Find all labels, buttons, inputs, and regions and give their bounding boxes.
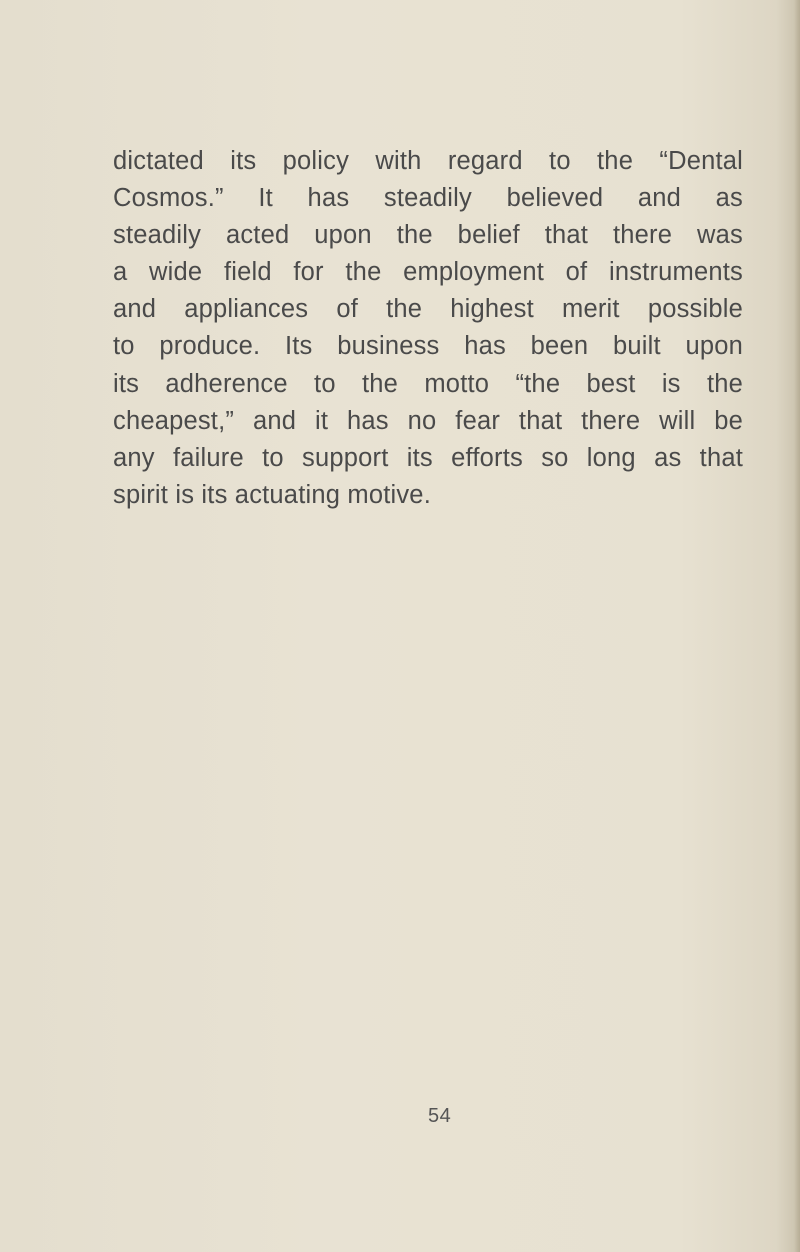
text-line: to produce. Its business has been built upon <box>113 332 743 361</box>
body-paragraph <box>113 143 743 514</box>
text-line: Cosmos.” It has steadily believed and as <box>113 184 743 213</box>
text-line: steadily acted upon the belief that there was <box>113 221 743 250</box>
text-line: dictated its policy with regard to the “Dental <box>113 147 743 175</box>
text-line: any failure to support its efforts so long as that <box>113 443 743 472</box>
text-line: cheapest,” and it has no fear that there will be <box>113 406 743 435</box>
page-edge-shadow <box>794 0 800 1252</box>
page-number: 54 <box>428 1105 452 1127</box>
text-line: a wide field for the employment of instruments <box>113 258 743 287</box>
text-line: its adherence to the motto “the best is the <box>113 369 743 398</box>
text-line: and appliances of the highest merit possible <box>113 295 743 324</box>
text-line: spirit is its actuating motive. <box>113 480 431 509</box>
